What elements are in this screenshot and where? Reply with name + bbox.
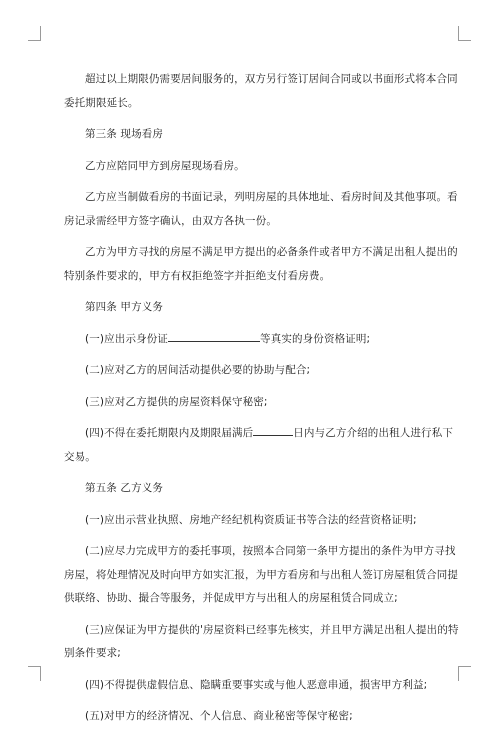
document-body	[64, 68, 459, 729]
duty-text: (一)应出示身份证	[85, 332, 169, 345]
paragraph-line: 乙方为甲方寻找的房屋不满足甲方提出的必备条件或者甲方不满足出租人提出的	[85, 246, 458, 258]
duty-item: (四)不得提供虚假信息、隐瞒重要事实或与他人恶意串通，损害甲方利益;	[85, 678, 428, 691]
duty-text: (四)不得在委托期限内及期限届满后	[85, 427, 254, 439]
section-heading-4: 第四条 甲方义务	[85, 301, 164, 313]
paragraph-line: 交易。	[64, 450, 96, 463]
paragraph-line: 特别条件要求的，甲方有权拒绝签字并拒绝支付看房费。	[64, 269, 331, 282]
section-heading-3: 第三条 现场看房	[85, 128, 164, 140]
crop-mark-bottom-left	[28, 666, 41, 681]
paragraph-line: 别条件要求;	[64, 647, 121, 659]
duty-item: (二)应尽力完成甲方的委托事项，按照本合同第一条甲方提出的条件为甲方寻找	[85, 545, 456, 557]
paragraph-line: 乙方应当制做看房的书面记录，列明房屋的具体地址、看房时间及其他事项。看	[85, 191, 458, 203]
crop-mark-bottom-right	[458, 666, 471, 681]
fill-in-blank	[253, 425, 293, 436]
crop-mark-top-left	[28, 26, 41, 41]
paragraph-line: 超过以上期限仍需要居间服务的，双方另行签订居间合同或以书面形式将本合同	[85, 73, 458, 85]
duty-item: (三)应对乙方提供的房屋资料保守秘密;	[85, 395, 268, 408]
paragraph-line: 委托期限延长。	[64, 96, 139, 109]
paragraph-line: 房记录需经甲方签字确认，由双方各执一份。	[64, 214, 277, 227]
duty-item: (一)应出示营业执照、房地产经纪机构资质证书等合法的经营资格证明;	[85, 513, 417, 526]
crop-mark-top-right	[458, 26, 471, 41]
paragraph-line: 供联络、协助、撮合等服务，并促成甲方与出租人的房屋租赁合同成立;	[64, 592, 398, 604]
duty-item: (五)对甲方的经济情况、个人信息、商业秘密等保守秘密;	[85, 710, 353, 722]
duty-item: (二)应对乙方的居间活动提供必要的协助与配合;	[85, 364, 311, 376]
fill-in-blank	[168, 331, 260, 342]
paragraph-line: 房屋，将处理情况及时向甲方如实汇报，为甲方看房和与出租人签订房屋租赁合同提	[64, 568, 459, 581]
duty-item: (三)应保证为甲方提供的'房屋资料已经事先核实，并且甲方满足出租人提出的特	[85, 623, 459, 636]
paragraph-line: 乙方应陪同甲方到房屋现场看房。	[85, 159, 245, 172]
duty-item	[64, 422, 453, 446]
duty-text: 日内与乙方介绍的出租人进行私下	[293, 427, 453, 439]
section-heading-5: 第五条 乙方义务	[85, 482, 164, 494]
duty-item	[64, 328, 436, 352]
duty-text: 等真实的身份资格证明;	[260, 332, 371, 345]
